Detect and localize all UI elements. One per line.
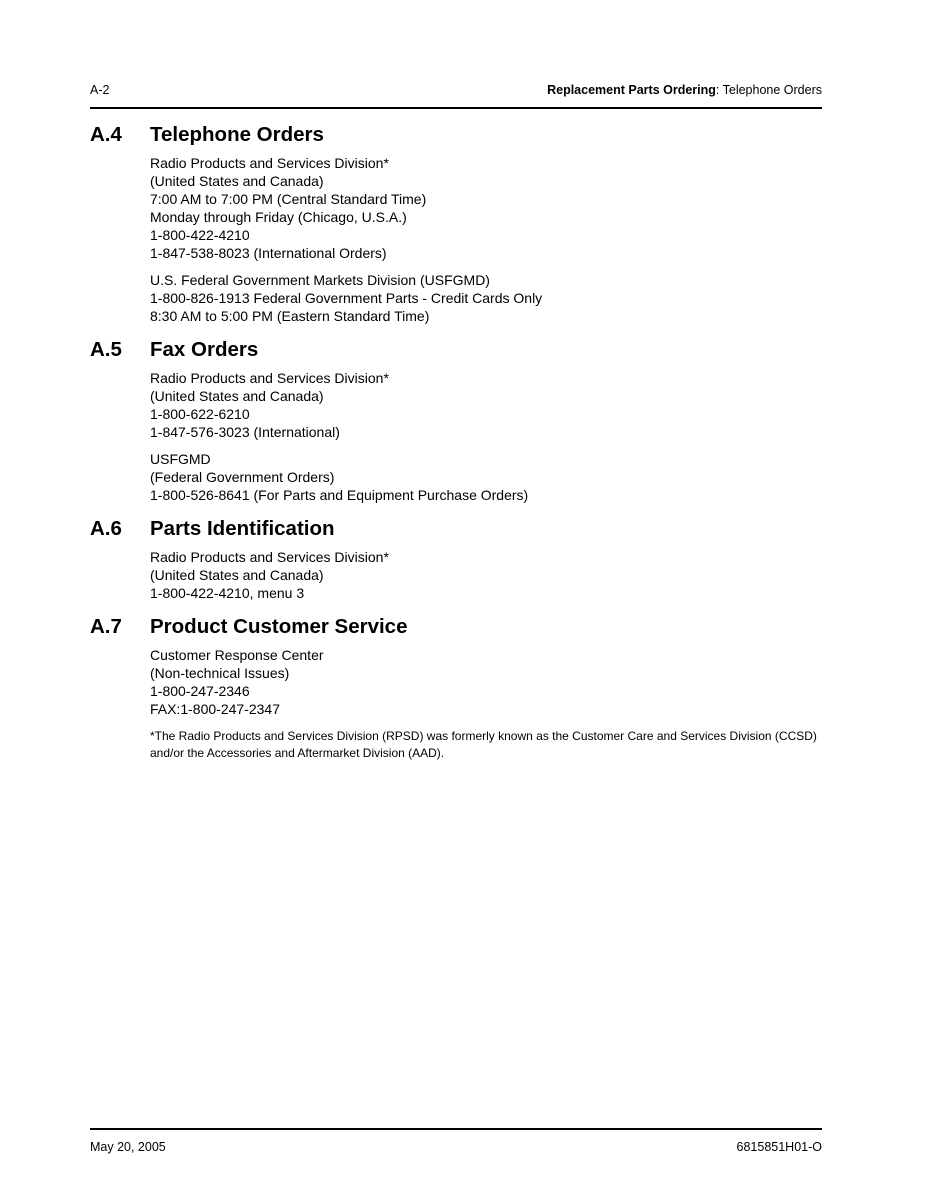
- section-title: Product Customer Service: [150, 615, 408, 638]
- contact-line: (Federal Government Orders): [150, 469, 335, 485]
- contact-line: (United States and Canada): [150, 173, 324, 189]
- contact-block: [150, 271, 822, 325]
- header-rule: [90, 107, 822, 109]
- contact-line: 1-800-247-2346: [150, 683, 250, 699]
- contact-block: [150, 548, 822, 602]
- section-fax-orders: [90, 337, 822, 504]
- section-heading: [90, 337, 822, 363]
- section-title: Telephone Orders: [150, 123, 324, 146]
- contact-line: Monday through Friday (Chicago, U.S.A.): [150, 209, 407, 225]
- contact-line: Radio Products and Services Division*: [150, 155, 389, 171]
- page-number: A-2: [90, 83, 110, 97]
- running-title: [547, 83, 822, 97]
- contact-block: [150, 646, 822, 718]
- page-body: [90, 122, 822, 774]
- section-product-customer-service: [90, 614, 822, 762]
- section-number: A.4: [90, 123, 122, 146]
- contact-line: Radio Products and Services Division*: [150, 549, 389, 565]
- footer-rule: [90, 1128, 822, 1130]
- section-heading: [90, 122, 822, 148]
- section-number: A.6: [90, 517, 122, 540]
- section-title: Parts Identification: [150, 517, 335, 540]
- contact-line: 1-800-622-6210: [150, 406, 250, 422]
- running-title-chapter: Replacement Parts Ordering: [547, 83, 716, 97]
- page-header: [90, 83, 822, 101]
- contact-line: (United States and Canada): [150, 567, 324, 583]
- contact-line: 1-800-526-8641 (For Parts and Equipment Purchase Orders): [150, 487, 529, 503]
- section-parts-identification: [90, 516, 822, 602]
- section-heading: [90, 614, 822, 640]
- contact-line: 8:30 AM to 5:00 PM (Eastern Standard Time): [150, 308, 430, 324]
- contact-line: Customer Response Center: [150, 647, 324, 663]
- contact-line: Radio Products and Services Division*: [150, 370, 389, 386]
- section-heading: [90, 516, 822, 542]
- section-number: A.7: [90, 615, 122, 638]
- contact-line: 7:00 AM to 7:00 PM (Central Standard Time): [150, 191, 427, 207]
- contact-line: 1-847-538-8023 (International Orders): [150, 245, 387, 261]
- section-telephone-orders: [90, 122, 822, 325]
- contact-line: 1-800-422-4210, menu 3: [150, 585, 305, 601]
- contact-line: USFGMD: [150, 451, 211, 467]
- document-number: 6815851H01-O: [736, 1140, 822, 1154]
- section-title: Fax Orders: [150, 338, 259, 361]
- contact-line: 1-800-826-1913 Federal Government Parts - Credit Cards Only: [150, 290, 543, 306]
- contact-block: [150, 154, 822, 262]
- footnote: *The Radio Products and Services Division (RPSD) was formerly known as the Customer Care and Services Division (CCSD) and/or the Accessories and Aftermarket Division (AAD).: [150, 729, 817, 760]
- contact-line: 1-800-422-4210: [150, 227, 250, 243]
- contact-line: 1-847-576-3023 (International): [150, 424, 340, 440]
- section-number: A.5: [90, 338, 122, 361]
- contact-line: (Non-technical Issues): [150, 665, 290, 681]
- contact-block: [150, 369, 822, 441]
- contact-line: (United States and Canada): [150, 388, 324, 404]
- contact-line: U.S. Federal Government Markets Division (USFGMD): [150, 272, 490, 288]
- footer-date: May 20, 2005: [90, 1140, 166, 1154]
- contact-line: FAX:1-800-247-2347: [150, 701, 280, 717]
- running-title-section: : Telephone Orders: [715, 83, 822, 97]
- contact-block: [150, 450, 822, 504]
